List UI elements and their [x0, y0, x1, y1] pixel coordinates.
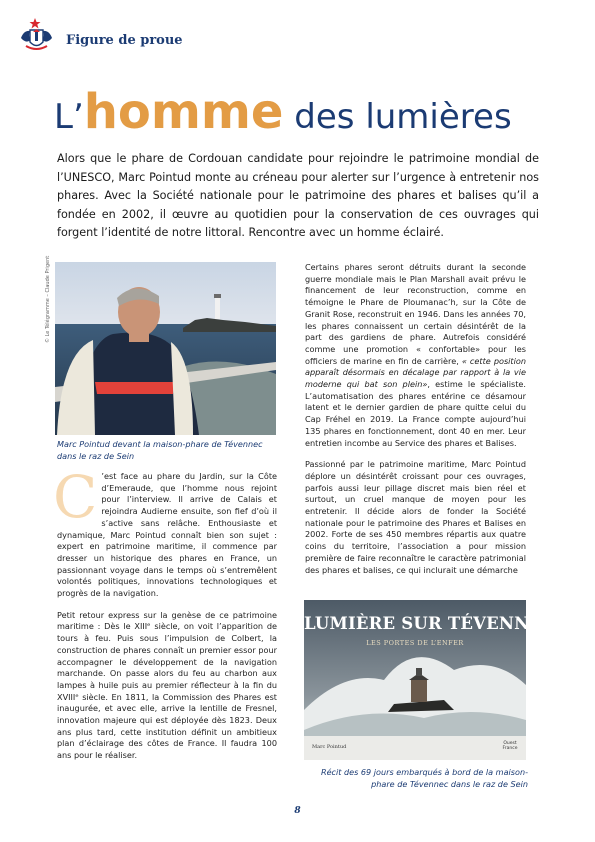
photo-credit: © Le Télégramme – Claude Prigent	[45, 255, 51, 343]
paragraph	[305, 262, 526, 449]
article-lead: Alors que le phare de Cordouan candidate pour rejoindre le patrimoine mondial de l’UNESCO, Marc Pointud monte au créneau pour alerter sur l’urgence à entretenir nos phares. Avec la Société nationale pour le patrimoine des phares et balises qu’il a fondée en 2002, il œuvre au quotidien pour la conservation de ces ouvrages qui forgent l’identité de notre littoral. Rencontre avec un homme éclairé.	[57, 152, 539, 240]
portrait-photo	[55, 262, 276, 435]
title-prefix: L’	[54, 97, 84, 137]
quote: « cette position apparaît désormais en décalage par rapport à la vie moderne qui bat son plein»	[305, 355, 526, 390]
right-column	[305, 262, 526, 586]
page-number: 8	[294, 806, 301, 816]
book-subtitle: LES PORTES DE L’ENFER	[366, 639, 464, 647]
title-suffix: des lumières	[283, 97, 512, 137]
paragraph-text: Certains phares seront détruits durant la seconde guerre mondiale mais le Plan Marshall avait prévu le financement de leur reconstruction, comme en témoigne le Phare de Ploumanac’h, sur la Côte de Granit Rose, reconstruit en 1946. Dans les années 70, les phares connaissent un certain désintérêt de la part des gardiens de phare. Autrefois considéré comme une promotion « confortable» pour les officiers de marine en fin de carrière,	[305, 262, 526, 366]
book-title: LUMIÈRE SUR TÉVENNEC	[304, 614, 556, 633]
photo-caption: Marc Pointud devant la maison-phare de Tévennec dans le raz de Sein	[57, 439, 263, 461]
paragraph-text: , estime le spécialiste. L’automatisation des phares entérine ce désamour latent et le dernier gardien de phare quitte celui du Cap Fréhel en 2019. La France compte aujourd’hui 135 phares en fonctionnement, dont 40 en mer. Leur entretien incombe au Service des phares et Balises.	[305, 379, 526, 448]
book-publisher: Ouest France	[502, 741, 518, 751]
paragraph	[53, 463, 277, 600]
paragraph: Petit retour express sur la genèse de ce patrimoine maritime : Dès le XIIIᵉ siècle, on voit l’apparition de tours à feu. Puis sous l’impulsion de Colbert, la construction de phares connaît un premier essor pour accompagner le développement de la navigation marchande. On passe alors du feu au charbon aux lampes à huile puis au premier réflecteur à la fin du XVIIIᵉ siècle. En 1811, la Commission des Phares est inaugurée, et avec elle, arrive la lentille de Fresnel, innovation majeure qui est déployée dès 1823. Deux ans plus tard, cette institution définit un ambitieux plan d’éclairage des côtes de France. Il faudra 100 ans pour le réaliser.	[57, 609, 277, 761]
book-cover	[304, 600, 556, 760]
society-crest-icon	[18, 16, 56, 54]
section-title: Figure de proue	[66, 33, 183, 48]
paragraph: Passionné par le patrimoine maritime, Marc Pointud déplore un désintérêt croissant pour ces ouvrages, parfois aussi leur pillage discret mais bien réel et surtout, un cruel manque de moyen pour les entretenir. Il décide alors de fonder la Société nationale pour le patrimoine des Phares et Balises en 2002. Forte de ses 450 membres répartis aux quatre coins du territoire, l’association a pour mission première de faire reconnaître le caractère patrimonial des phares et balises, ce qui inclurait une démarche	[305, 459, 526, 575]
left-column	[53, 463, 277, 772]
book-author: Marc Pointud	[312, 744, 347, 750]
title-accent: homme	[83, 84, 284, 140]
book-caption: Récit des 69 jours embarqués à bord de la maison-phare de Tévennec dans le raz de Sein	[320, 767, 528, 789]
article-title	[54, 84, 512, 140]
dropcap: C	[53, 463, 98, 531]
paragraph-text: ’est face au phare du Jardin, sur la Côte d’Emeraude, que l’homme nous rejoint pour l’interview. Il arrive de Calais et rejoindra Audierne ensuite, son fief d’où il s’active sans relâche. Enthousiaste et dynamique, Marc Pointud connaît bien son sujet : expert en patrimoine maritime, il commence par dresser un historique des phares en France, un passionnant voyage dans le temps où s’entremêlent volontés politiques, innovations technologiques et progrès de la navigation.	[57, 471, 277, 599]
